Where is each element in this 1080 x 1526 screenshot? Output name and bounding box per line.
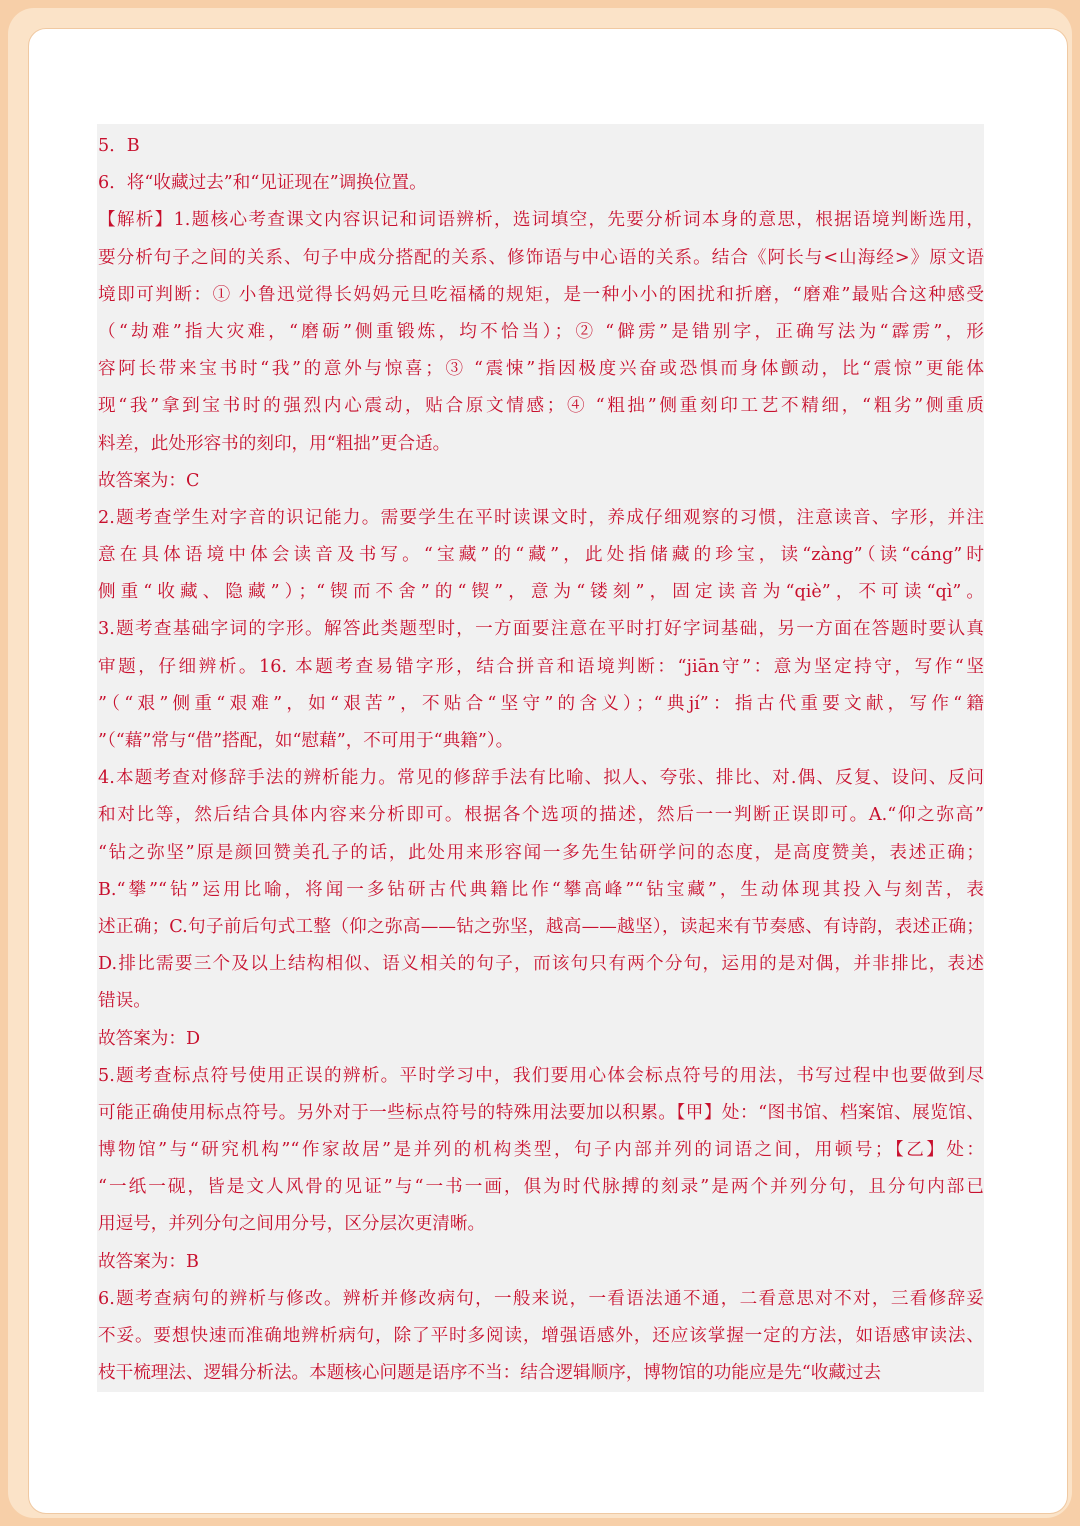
text-line: D.排比需要三个及以上结构相似、语义相关的句子，而该句只有两个分句，运用的是对偶，并非排比，表述 bbox=[98, 954, 984, 975]
text-line: 审题，仔细辨析。16. 本题考查易错字形，结合拼音和语境判断：“jiān守”：意为坚定持守，写作“坚 bbox=[98, 656, 984, 677]
text-line: 故答案为：D bbox=[98, 1028, 201, 1049]
text-line: 用逗号，并列分句之间用分号，区分层次更清晰。 bbox=[98, 1214, 486, 1235]
text-line: “钻之弥坚”原是颜回赞美孔子的话，此处用来形容闻一多先生钻研学问的态度，是高度赞美，表述正确； bbox=[98, 842, 984, 863]
text-line: B.“攀”“钻”运用比喻，将闻一多钻研古代典籍比作“攀高峰”“钻宝藏”，生动体现其投入与刻苦，表 bbox=[98, 879, 984, 900]
text-line: 枝干梳理法、逻辑分析法。本题核心问题是语序不当：结合逻辑顺序，博物馆的功能应是先“收藏过去 bbox=[98, 1363, 882, 1384]
text-line: ”（“艰”侧重“艰难”，如“艰苦”，不贴合“坚守”的含义）；“典jí”：指古代重要文献，写作“籍 bbox=[98, 693, 984, 714]
text-line: 不妥。要想快速而准确地辨析病句，除了平时多阅读，增强语感外，还应该掌握一定的方法，如语感审读法、 bbox=[98, 1326, 984, 1346]
text-line: 故答案为：C bbox=[98, 470, 200, 491]
text-line: 6.题考查病句的辨析与修改。辨析并修改病句，一般来说，一看语法通不通，二看意思对不对，三看修辞妥 bbox=[98, 1288, 984, 1309]
text-line: 错误。 bbox=[98, 991, 151, 1012]
text-line: 6．将“收藏过去”和“见证现在”调换位置。 bbox=[98, 173, 427, 194]
text-line: 要分析句子之间的关系、句子中成分搭配的关系、修饰语与中心语的关系。结合《阿长与<山海经>》原文语 bbox=[98, 247, 984, 268]
text-line: 可能正确使用标点符号。另外对于一些标点符号的特殊用法要加以积累。【甲】处：“图书馆、档案馆、展览馆、 bbox=[98, 1102, 984, 1123]
text-line: 4.本题考查对修辞手法的辨析能力。常见的修辞手法有比喻、拟人、夸张、排比、对.偶、反复、设问、反问 bbox=[98, 768, 984, 789]
text-line: 2.题考查学生对字音的识记能力。需要学生在平时读课文时，养成仔细观察的习惯，注意读音、字形，并注 bbox=[98, 507, 984, 528]
answer-explanation-block bbox=[97, 124, 984, 1392]
text-line: 料差，此处形容书的刻印，用“粗拙”更合适。 bbox=[98, 433, 451, 454]
text-line: 5.题考查标点符号使用正误的辨析。平时学习中，我们要用心体会标点符号的用法，书写过程中也要做到尽 bbox=[98, 1065, 984, 1086]
text-line: ”（“藉”常与“借”搭配，如“慰藉”，不可用于“典籍”）。 bbox=[98, 731, 514, 751]
text-line: 述正确；C.句子前后句式工整（仰之弥高——钻之弥坚，越高——越坚），读起来有节奏感、有诗韵，表述正确； bbox=[98, 916, 984, 937]
text-line: 和对比等，然后结合具体内容来分析即可。根据各个选项的描述，然后一一判断正误即可。A.“仰之弥高” bbox=[98, 805, 984, 826]
text-line: 5．B bbox=[98, 136, 140, 156]
text-line: 故答案为：B bbox=[98, 1251, 199, 1272]
text-line: 现“我”拿到宝书时的强烈内心震动，贴合原文情感；④ “粗拙”侧重刻印工艺不精细，“粗劣”侧重质 bbox=[98, 396, 984, 417]
text-line: （“劫难”指大灾难，“磨砺”侧重锻炼，均不恰当）；② “僻雳”是错别字，正确写法为“霹雳”，形 bbox=[98, 321, 984, 342]
text-line: 容阿长带来宝书时“我”的意外与惊喜；③ “震悚”指因极度兴奋或恐惧而身体颤动，比“震惊”更能体 bbox=[98, 359, 984, 380]
text-line: 3.题考查基础字词的字形。解答此类题型时，一方面要注意在平时打好字词基础，另一方面在答题时要认真 bbox=[98, 619, 984, 640]
text-line: 【解析】1.题核心考查课文内容识记和词语辨析，选词填空，先要分析词本身的意思，根据语境判断选用， bbox=[98, 210, 984, 231]
text-line: 意在具体语境中体会读音及书写。“宝藏”的“藏”，此处指储藏的珍宝，读“zàng”（读“cáng”时 bbox=[98, 545, 984, 566]
text-line: “一纸一砚，皆是文人风骨的见证”与“一书一画，俱为时代脉搏的刻录”是两个并列分句，且分句内部已 bbox=[98, 1177, 984, 1198]
text-line: 境即可判断：① 小鲁迅觉得长妈妈元旦吃福橘的规矩，是一种小小的困扰和折磨，“磨难”最贴合这种感受 bbox=[98, 284, 984, 305]
text-line: 博物馆”与“研究机构”“作家故居”是并列的机构类型，句子内部并列的词语之间，用顿号；【乙】处： bbox=[98, 1140, 984, 1161]
text-line: 侧重“收藏、隐藏”）；“锲而不舍”的“锲”，意为“镂刻”，固定读音为“qiè”，不可读“qì”。 bbox=[98, 582, 984, 603]
